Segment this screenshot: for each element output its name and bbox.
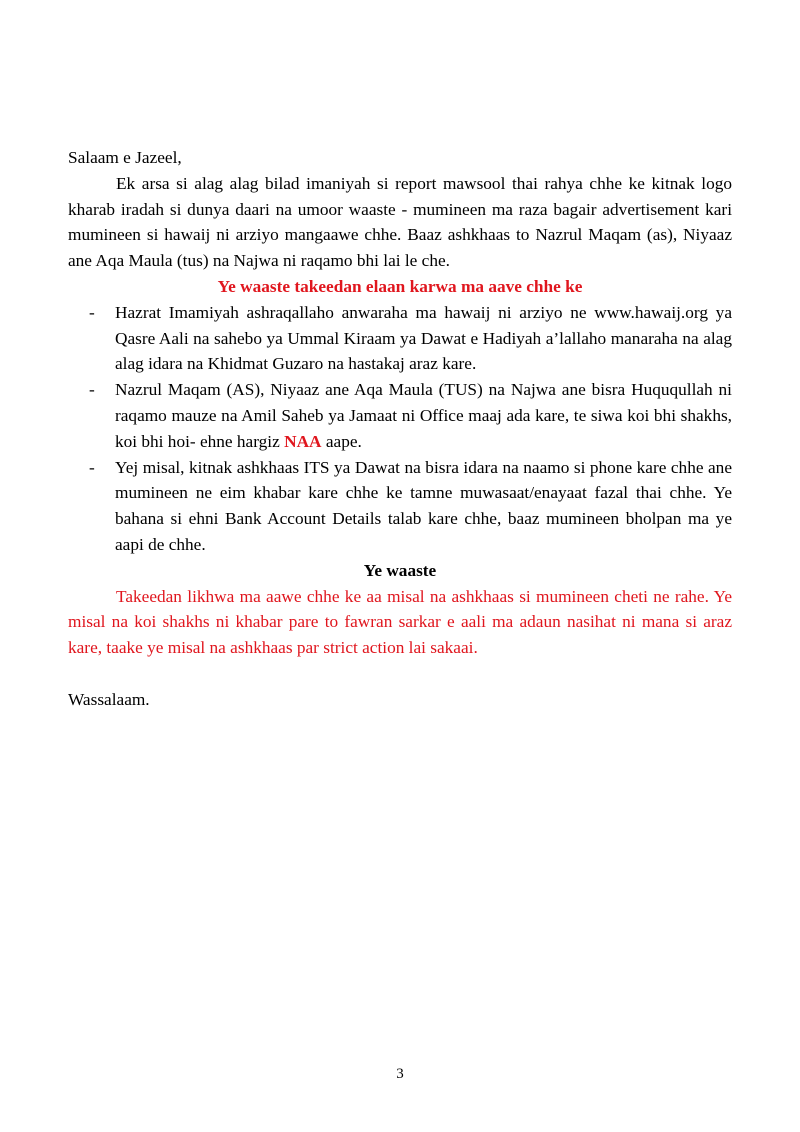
- list-item: [68, 300, 732, 377]
- bullet-dash: -: [89, 302, 95, 322]
- announcement-heading: Ye waaste takeedan elaan karwa ma aave chhe ke: [217, 276, 583, 296]
- list-item-text: Hazrat Imamiyah ashraqallaho anwaraha ma hawaij ni arziyo ne www.hawaij.org ya Qasre Aali na sahebo ya Ummal Kiraam ya Dawat e Hadiyah a’lallaho manaraha na alag alag idara na Khidmat Guzaro na hastakaj araz kare.: [115, 302, 732, 374]
- spacer: [68, 661, 732, 687]
- document-body: [68, 145, 732, 713]
- list-item-text: Nazrul Maqam (AS), Niyaaz ane Aqa Maula (TUS) na Najwa ane bisra Huququllah ni raqamo mauze na Amil Saheb ya Jamaat ni Office maaj ada kare, te siwa koi bhi shakhs, koi bhi hoi- ehne hargiz: [115, 380, 732, 451]
- list-item: [68, 455, 732, 558]
- page-number: 3: [396, 1066, 404, 1082]
- bullet-dash: -: [89, 380, 95, 400]
- naa-emphasis: NAA: [284, 431, 322, 451]
- bullet-dash: -: [89, 457, 95, 477]
- list-item: [68, 377, 732, 454]
- list-item-text: Yej misal, kitnak ashkhaas ITS ya Dawat na bisra idara na naamo si phone kare chhe ane mumineen ne eim khabar kare chhe ke tamne muwasaat/enayaat fazal thai chhe. Ye bahana si ehni Bank Account Details talab kare chhe, baaz mumineen bholpan ma ye aapi de chhe.: [115, 457, 732, 554]
- intro-paragraph: Ek arsa si alag alag bilad imaniyah si report mawsool thai rahya chhe ke kitnak logo kharab iradah si dunya daari na umoor waaste - mumineen ma raza bagair advertisement kari mumineen si hawaij ni arziyo mangaawe chhe. Baaz ashkhaas to Nazrul Maqam (as), Niyaaz ane Aqa Maula (tus) na Najwa ni raqamo bhi lai le che.: [68, 173, 732, 271]
- sub-heading: Ye waaste: [363, 560, 437, 580]
- greeting: Salaam e Jazeel,: [68, 148, 182, 167]
- closing: Wassalaam.: [68, 689, 150, 709]
- list-item-text-end: aape.: [321, 431, 362, 451]
- warning-paragraph: Takeedan likhwa ma aawe chhe ke aa misal na ashkhaas si mumineen cheti ne rahe. Ye misal na koi shakhs ni khabar pare to fawran sarkar e aali ma adaun nasihat ni mana si araz kare, taake ye misal na ashkhaas par strict action lai sakaai.: [68, 586, 732, 658]
- instruction-list: [68, 300, 732, 558]
